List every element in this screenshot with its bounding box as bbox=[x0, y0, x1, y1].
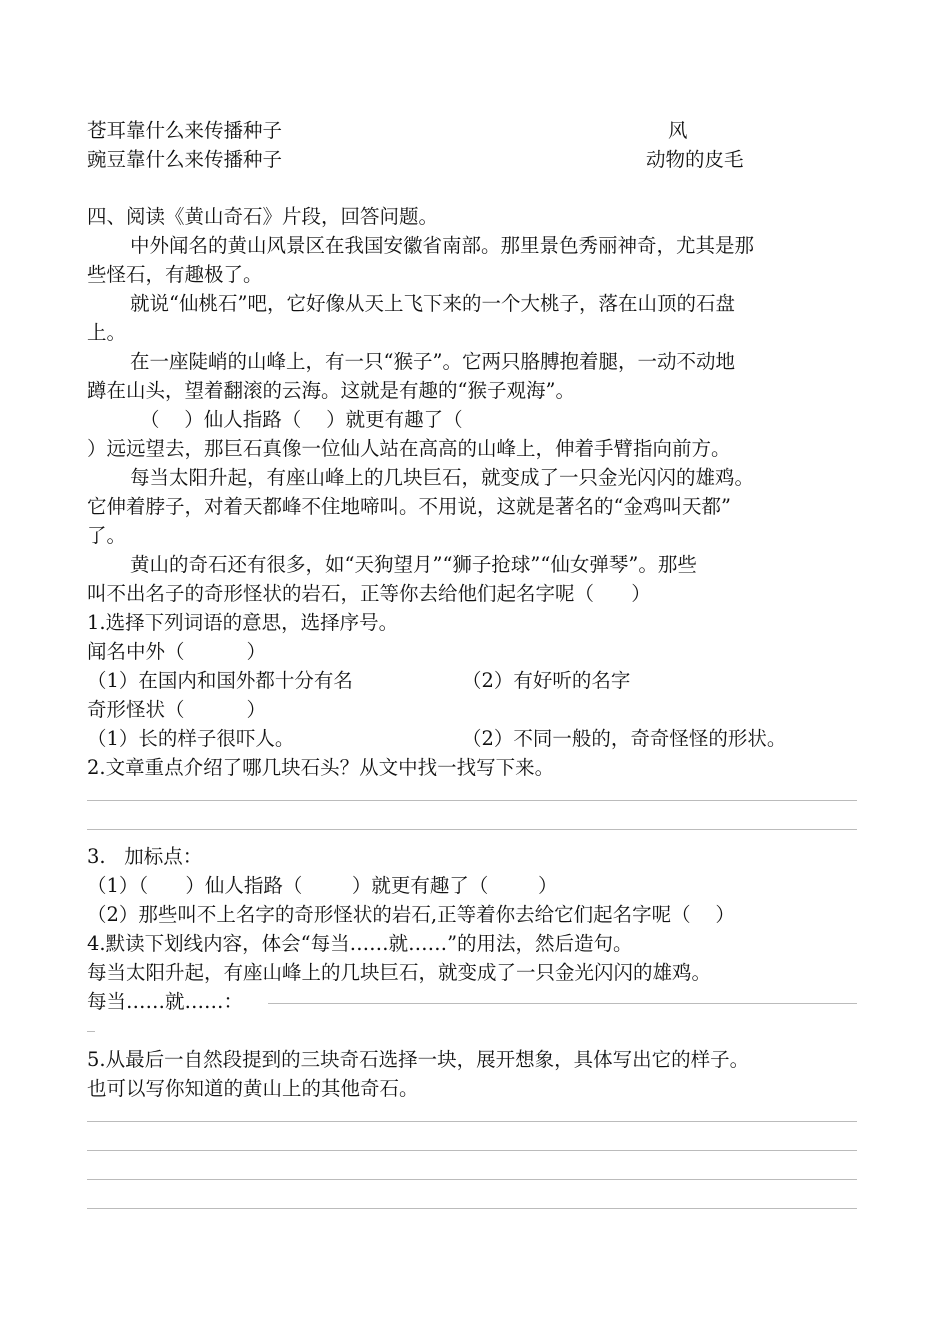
passage-p3-line1: 在一座陡峭的山峰上，有一只“猴子”。它两只胳膊抱着腿，一动不动地 bbox=[130, 350, 735, 373]
q1-title: 1.选择下列词语的意思，选择序号。 bbox=[87, 611, 399, 634]
q4-title: 4.默读下划线内容，体会“每当……就……”的用法，然后造句。 bbox=[87, 932, 633, 955]
q1-word2[interactable]: 奇形怪状（ ） bbox=[87, 698, 266, 721]
q4-prompt: 每当……就……： bbox=[87, 990, 244, 1013]
q2-answer-line-2[interactable] bbox=[87, 829, 857, 830]
q5-answer-line-3[interactable] bbox=[87, 1179, 857, 1180]
q4-answer-line-tail bbox=[87, 1031, 95, 1032]
q5-answer-line-4[interactable] bbox=[87, 1208, 857, 1209]
q1-word2-option2: （2）不同一般的，奇奇怪怪的形状。 bbox=[462, 727, 787, 750]
passage-p2-line2: 上。 bbox=[87, 321, 127, 344]
passage-p5-line3: 了。 bbox=[87, 524, 127, 547]
q5-answer-line-2[interactable] bbox=[87, 1150, 857, 1151]
passage-p2-line1: 就说“仙桃石”吧，它好像从天上飞下来的一个大桃子，落在山顶的石盘 bbox=[130, 292, 735, 315]
passage-p3-line2: 蹲在山头，望着翻滚的云海。这就是有趣的“猴子观海”。 bbox=[87, 379, 575, 402]
passage-p6-line1: 黄山的奇石还有很多，如“天狗望月”“狮子抢球”“仙女弹琴”。那些 bbox=[130, 553, 697, 576]
match-answer-2[interactable]: 动物的皮毛 bbox=[646, 148, 744, 171]
passage-p6-line2: 叫不出名子的奇形怪状的岩石，正等你去给他们起名字呢（ ） bbox=[87, 582, 651, 605]
q4-answer-line[interactable] bbox=[268, 1003, 857, 1004]
passage-p4-line1: （ ）仙人指路（ ）就更有趣了（ bbox=[140, 408, 463, 431]
match-answer-1[interactable]: 风 bbox=[668, 119, 688, 142]
q3-item1[interactable]: （1）（ ）仙人指路（ ）就更有趣了（ ） bbox=[87, 874, 558, 897]
q2-title: 2.文章重点介绍了哪几块石头？从文中找一找写下来。 bbox=[87, 756, 555, 779]
q5-title-line2: 也可以写你知道的黄山上的其他奇石。 bbox=[87, 1077, 419, 1100]
q2-answer-line-1[interactable] bbox=[87, 800, 857, 801]
q4-example-sentence: 每当太阳升起，有座山峰上的几块巨石，就变成了一只金光闪闪的雄鸡。 bbox=[87, 961, 712, 984]
q1-word1-option2: （2）有好听的名字 bbox=[462, 669, 631, 692]
q3-title: 3. 加标点： bbox=[87, 845, 203, 868]
q5-answer-line-1[interactable] bbox=[87, 1121, 857, 1122]
passage-p1-line2: 些怪石，有趣极了。 bbox=[87, 263, 263, 286]
q1-word1-option1: （1）在国内和国外都十分有名 bbox=[87, 669, 353, 692]
q1-word2-option1: （1）长的样子很吓人。 bbox=[87, 727, 295, 750]
match-question-2: 豌豆靠什么来传播种子 bbox=[87, 148, 283, 171]
section-heading: 四、阅读《黄山奇石》片段，回答问题。 bbox=[87, 205, 439, 228]
q5-title-line1: 5.从最后一自然段提到的三块奇石选择一块，展开想象，具体写出它的样子。 bbox=[87, 1048, 750, 1071]
passage-p5-line2: 它伸着脖子，对着天都峰不住地啼叫。不用说，这就是著名的“金鸡叫天都” bbox=[87, 495, 731, 518]
match-question-1: 苍耳靠什么来传播种子 bbox=[87, 119, 283, 142]
q3-item2[interactable]: （2）那些叫不上名字的奇形怪状的岩石,正等着你去给它们起名字呢（ ） bbox=[87, 903, 735, 926]
q1-word1[interactable]: 闻名中外（ ） bbox=[87, 640, 266, 663]
passage-p1-line1: 中外闻名的黄山风景区在我国安徽省南部。那里景色秀丽神奇，尤其是那 bbox=[130, 234, 755, 257]
passage-p5-line1: 每当太阳升起，有座山峰上的几块巨石，就变成了一只金光闪闪的雄鸡。 bbox=[130, 466, 755, 489]
passage-p4-line2: ）远远望去，那巨石真像一位仙人站在高高的山峰上，伸着手臂指向前方。 bbox=[87, 437, 731, 460]
